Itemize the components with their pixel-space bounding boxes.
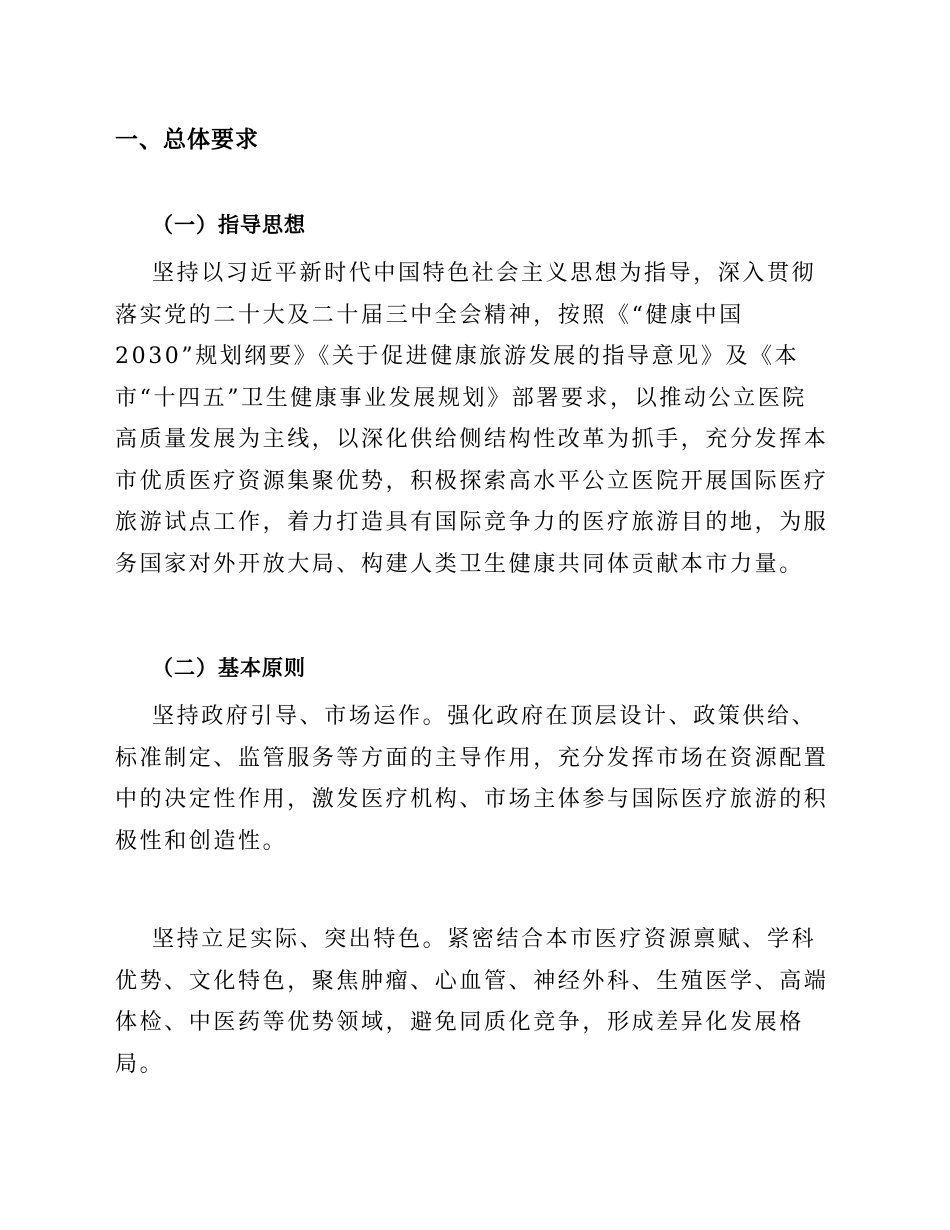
paragraph-line: 体检、中医药等优势领域，避免同质化竞争，形成差异化发展格 [115,1010,804,1035]
paragraph-line: 高质量发展为主线，以深化供给侧结构性改革为抓手，充分发挥本 [115,427,829,452]
paragraph-line: 市优质医疗资源集聚优势，积极探索高水平公立医院开展国际医疗 [115,468,829,494]
paragraph-line: 旅游试点工作，着力打造具有国际竞争力的医疗旅游目的地，为服 [115,510,829,535]
paragraph-line: 中的决定性作用，激发医疗机构、市场主体参与国际医疗旅游的积 [115,787,829,812]
paragraph-line: 优势、文化特色，聚焦肿瘤、心血管、神经外科、生殖医学、高端 [115,968,829,994]
paragraph-line: 2030”规划纲要》《关于促进健康旅游发展的指导意见》及《本 [115,344,800,369]
section-heading: 一、总体要求 [115,127,259,153]
paragraph-government-guidance [115,696,840,862]
paragraph-line: 市“十四五”卫生健康事业发展规划》部署要求，以推动公立医院 [115,385,807,411]
subsection-heading-guiding-ideology: （一）指导思想 [152,213,306,237]
paragraph-line: 落实党的二十大及二十届三中全会精神，按照《“健康中国 [115,302,744,328]
subsection-heading-basic-principles: （二）基本原则 [152,656,306,680]
paragraph-line: 极性和创造性。 [115,828,288,854]
paragraph-line: 坚持以习近平新时代中国特色社会主义思想为指导，深入贯彻 [152,261,817,286]
paragraph-line: 标准制定、监管服务等方面的主导作用，充分发挥市场在资源配置 [115,745,829,771]
paragraph-line: 坚持立足实际、突出特色。紧密结合本市医疗资源禀赋、学科 [152,927,817,952]
paragraph-line: 坚持政府引导、市场运作。强化政府在顶层设计、政策供给、 [152,704,817,729]
paragraph-local-characteristics [115,919,840,1085]
paragraph-guiding-ideology [115,253,840,585]
paragraph-line: 务国家对外开放大局、构建人类卫生健康共同体贡献本市力量。 [115,551,804,577]
paragraph-line: 局。 [115,1051,165,1077]
